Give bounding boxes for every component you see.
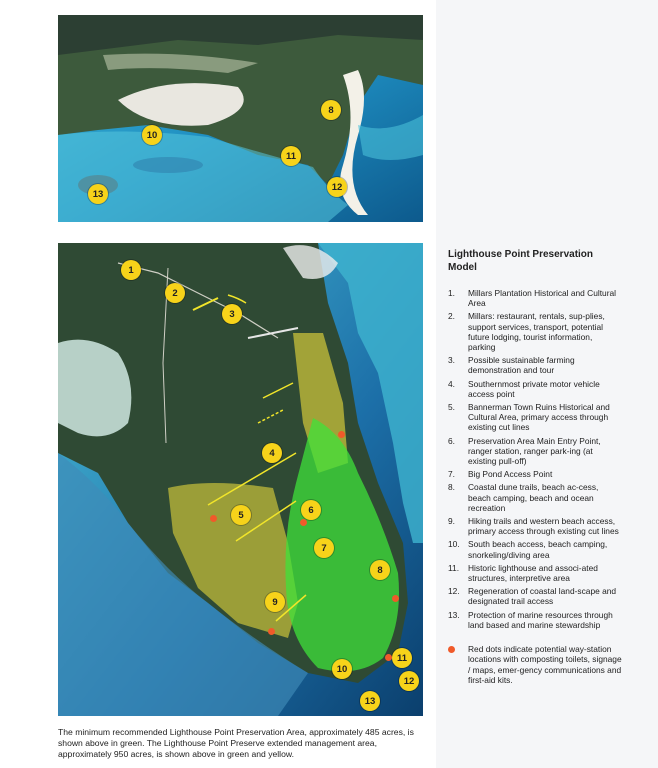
legend-item-text: Hiking trails and western beach access, primary access through existing cut lines bbox=[468, 516, 619, 537]
marker-8: 8 bbox=[321, 100, 341, 120]
waystation-note bbox=[448, 644, 622, 685]
legend-item-text: Possible sustainable farming demonstration and tour bbox=[468, 355, 575, 376]
marker-12: 12 bbox=[399, 671, 419, 691]
marker-13: 13 bbox=[360, 691, 380, 711]
legend-item-text: Bannerman Town Ruins Historical and Cultural Area, primary access through existing cut lines bbox=[468, 402, 610, 433]
legend-item bbox=[448, 402, 622, 433]
legend-item-number: 12. bbox=[448, 586, 460, 597]
marker-10: 10 bbox=[142, 125, 162, 145]
marker-7: 7 bbox=[314, 538, 334, 558]
waystation-dot bbox=[268, 628, 275, 635]
legend-item bbox=[448, 379, 622, 399]
map-caption: The minimum recommended Lighthouse Point Preservation Area, approximately 485 acres, is shown above in green. The Lighthouse Point Preserve extended management area, approximately 950 acres, is shown above in green and yellow. bbox=[58, 727, 414, 760]
legend-panel bbox=[448, 249, 622, 685]
marker-5: 5 bbox=[231, 505, 251, 525]
legend-item-text: Coastal dune trails, beach ac-cess, beach camping, beach and ocean recreation bbox=[468, 482, 599, 513]
legend-item-text: South beach access, beach camping, snorkeling/diving area bbox=[468, 539, 608, 560]
legend-item-text: Preservation Area Main Entry Point, ranger station, ranger park-ing (at existing pull-off) bbox=[468, 435, 601, 467]
legend-item-number: 6. bbox=[448, 435, 455, 446]
legend-item bbox=[448, 539, 622, 559]
legend-list bbox=[448, 288, 622, 630]
legend-item bbox=[448, 311, 622, 352]
legend-item-number: 1. bbox=[448, 288, 455, 298]
marker-9: 9 bbox=[265, 592, 285, 612]
legend-item-text: Southernmost private motor vehicle access point bbox=[468, 378, 600, 399]
legend-item bbox=[448, 586, 622, 606]
legend-item bbox=[448, 482, 622, 513]
legend-item-number: 11. bbox=[448, 562, 460, 573]
legend-item-text: Regeneration of coastal land-scape and designated trail access bbox=[468, 586, 617, 607]
legend-item-text: Millars: restaurant, rentals, sup-plies, support services, transport, potential future lodging, tourist information, parking bbox=[468, 311, 605, 353]
marker-3: 3 bbox=[222, 304, 242, 324]
legend-item bbox=[448, 610, 622, 630]
waystation-dot bbox=[338, 431, 345, 438]
legend-item bbox=[448, 288, 622, 308]
legend-item-number: 13. bbox=[448, 609, 460, 620]
legend-item bbox=[448, 516, 622, 536]
waystation-dot bbox=[210, 515, 217, 522]
marker-1: 1 bbox=[121, 260, 141, 280]
legend-item-number: 2. bbox=[448, 311, 455, 322]
aerial-photo bbox=[58, 15, 423, 222]
legend-item bbox=[448, 469, 622, 479]
marker-4: 4 bbox=[262, 443, 282, 463]
waystation-dot bbox=[392, 595, 399, 602]
legend-item bbox=[448, 436, 622, 467]
marker-11: 11 bbox=[281, 146, 301, 166]
legend-title: Lighthouse Point Preservation Model bbox=[448, 249, 594, 273]
legend-item-text: Millars Plantation Historical and Cultural Area bbox=[468, 288, 617, 309]
waystation-note-text: Red dots indicate potential way-station locations with composting toilets, signage / maps, emer-gency communications and first-aid kits. bbox=[468, 644, 622, 685]
legend-item-number: 9. bbox=[448, 516, 455, 527]
preservation-map bbox=[58, 243, 423, 716]
legend-item bbox=[448, 355, 622, 375]
legend-item-number: 8. bbox=[448, 482, 455, 493]
legend-item-text: Big Pond Access Point bbox=[468, 469, 553, 480]
waystation-dot bbox=[300, 519, 307, 526]
legend-item-text: Historic lighthouse and associ-ated structures, interpretive area bbox=[468, 562, 598, 584]
marker-11: 11 bbox=[392, 648, 412, 668]
legend-item-number: 7. bbox=[448, 469, 455, 480]
legend-item-number: 5. bbox=[448, 402, 455, 413]
legend-item-number: 10. bbox=[448, 539, 460, 550]
legend-item-number: 3. bbox=[448, 355, 455, 366]
legend-item-text: Protection of marine resources through land based and marine stewardship bbox=[468, 609, 613, 630]
marker-6: 6 bbox=[301, 500, 321, 520]
legend-item bbox=[448, 563, 622, 583]
marker-12: 12 bbox=[327, 177, 347, 197]
red-dot-icon bbox=[448, 646, 455, 653]
marker-13: 13 bbox=[88, 184, 108, 204]
marker-2: 2 bbox=[165, 283, 185, 303]
legend-item-number: 4. bbox=[448, 378, 455, 389]
marker-10: 10 bbox=[332, 659, 352, 679]
waystation-dot bbox=[385, 654, 392, 661]
marker-8: 8 bbox=[370, 560, 390, 580]
